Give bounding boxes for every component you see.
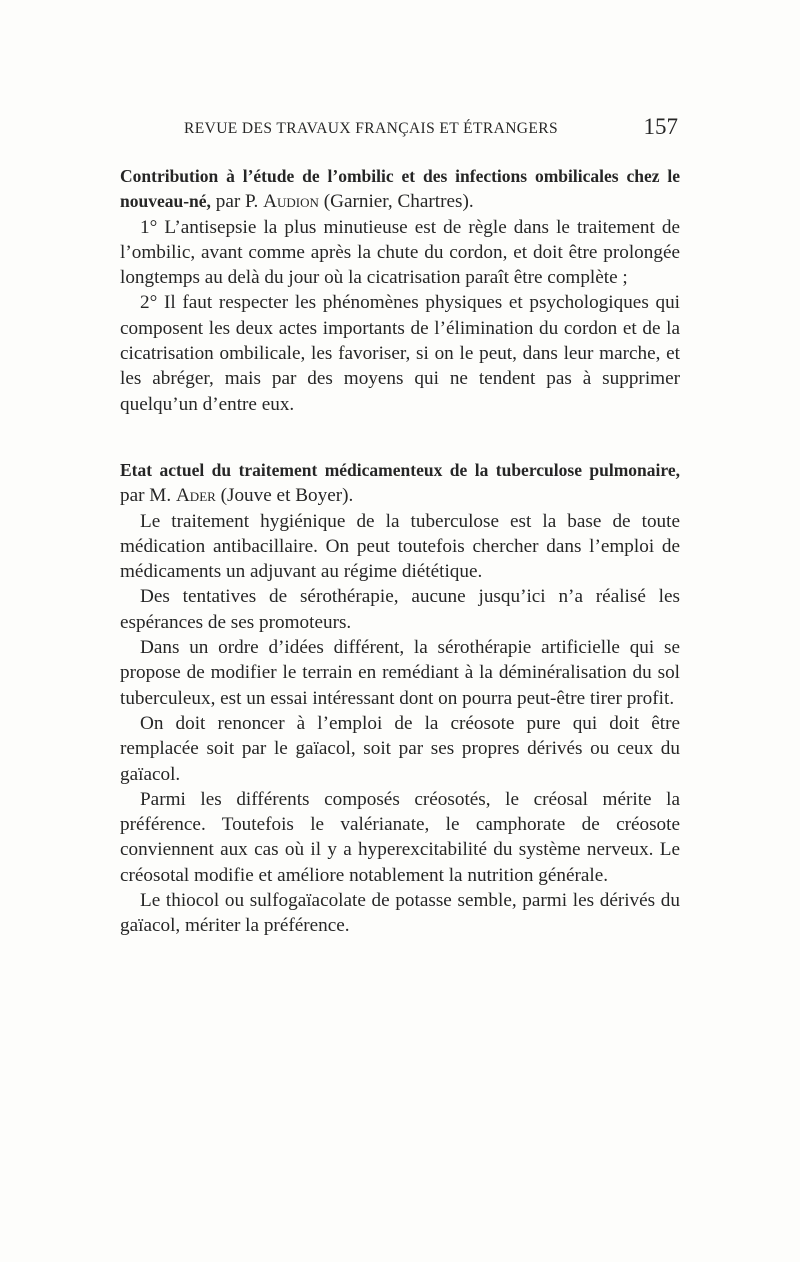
book-page xyxy=(120,112,680,939)
running-title: REVUE DES TRAVAUX FRANÇAIS ET ÉTRANGERS xyxy=(184,120,559,137)
paragraph: Des tentatives de sérothérapie, aucune jusqu’ici n’a réalisé les espérances de ses promoteurs. xyxy=(120,586,680,633)
paragraph: Le thiocol ou sulfogaïacolate de potasse semble, parmi les dérivés du gaïacol, mériter la préférence. xyxy=(120,890,680,937)
author-prefix: par M. xyxy=(120,485,176,507)
article-title: Contribution à l’étude de l’ombilic et des infections ombilicales chez le nouveau-né, xyxy=(120,166,680,212)
article-heading xyxy=(120,458,680,509)
author-prefix: par P. xyxy=(210,191,264,213)
paragraph: 1° L’antisepsie la plus minutieuse est de règle dans le traitement de l’ombilic, avant comme après la chute du cordon, et doit être prolongée longtemps au delà du jour où la cicatrisation paraît être complète ; xyxy=(120,216,680,289)
article-ombilic xyxy=(120,164,680,417)
section-spacer xyxy=(120,417,680,458)
article-heading xyxy=(120,164,680,215)
running-head xyxy=(120,112,680,142)
paragraph: Le traitement hygiénique de la tuberculose est la base de toute médication antibacillaire. On peut toutefois chercher dans l’emploi de médicaments un adjuvant au régime diététique. xyxy=(120,510,680,583)
author-name: Audion xyxy=(263,191,319,213)
paragraph: Dans un ordre d’idées différent, la sérothérapie artificielle qui se propose de modifier le terrain en remédiant à la déminéralisation du sol tuberculeux, est un essai intéressant dont on pourra peut-être tirer profit. xyxy=(120,637,680,709)
paragraph: On doit renoncer à l’emploi de la créosote pure qui doit être remplacée soit par le gaïacol, soit par ses propres dérivés ou ceux du gaïacol. xyxy=(120,712,680,785)
author-name: Ader xyxy=(175,485,216,507)
publisher: (Garnier, Chartres). xyxy=(318,191,474,213)
article-tuberculose xyxy=(120,458,680,939)
article-title: Etat actuel du traitement médicamenteux de la tuberculose pulmonaire, xyxy=(120,459,680,480)
paragraph: Parmi les différents composés créosotés, le créosal mérite la préférence. Toutefois le valérianate, le camphorate de créosote conviennent aux cas où il y a hyperexcitabilité du système nerveux. Le créosotal modifie et améliore notablement la nutrition générale. xyxy=(120,788,680,886)
paragraph: 2° Il faut respecter les phénomènes physiques et psychologiques qui composent les deux actes importants de l’élimination du cordon et de la cicatrisation ombilicale, les favoriser, si on le peut, dans leur marche, et les abréger, mais par des moyens qui ne tendent pas à supprimer quelqu’un d’entre eux. xyxy=(120,292,680,415)
page-number: 157 xyxy=(643,114,678,139)
publisher: (Jouve et Boyer). xyxy=(215,485,354,507)
